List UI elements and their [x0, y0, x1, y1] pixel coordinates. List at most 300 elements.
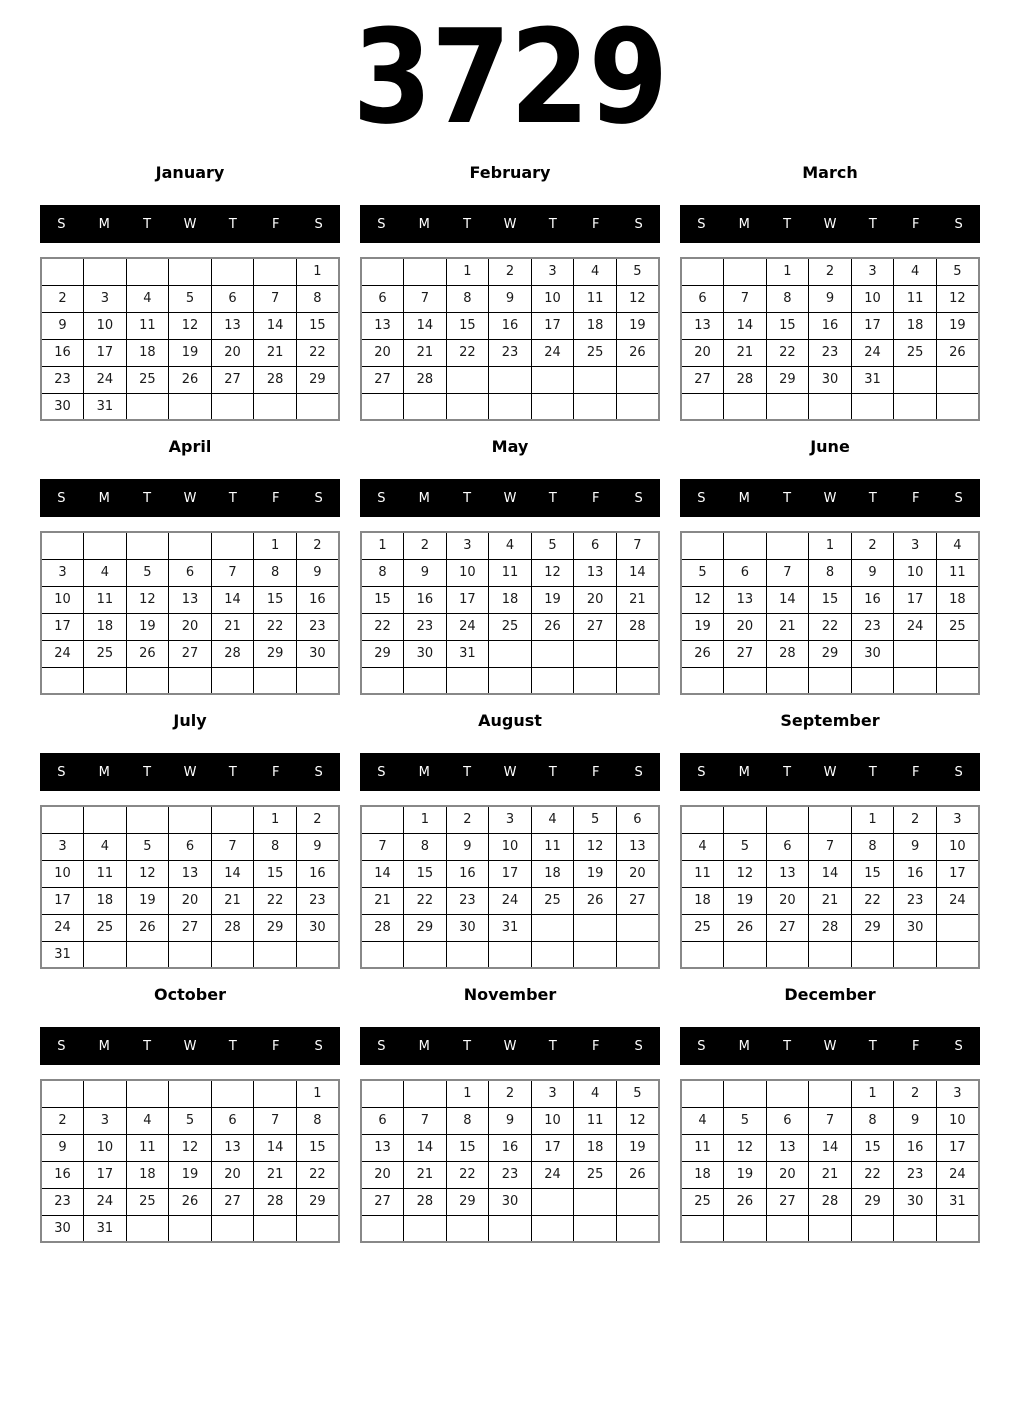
day-cell: 7	[404, 1107, 447, 1134]
day-cell: 18	[126, 339, 169, 366]
day-cell: 30	[809, 366, 852, 393]
week-row	[41, 914, 339, 941]
day-cell: 18	[681, 1161, 724, 1188]
week-row	[41, 1080, 339, 1107]
day-cell: 23	[851, 613, 894, 640]
week-row	[41, 532, 339, 559]
day-cell: 22	[851, 1161, 894, 1188]
empty-day-cell	[254, 258, 297, 285]
weekday-label: S	[314, 764, 323, 780]
day-grid	[360, 531, 660, 695]
day-cell: 2	[809, 258, 852, 285]
day-cell: 20	[361, 1161, 404, 1188]
day-cell: 1	[404, 806, 447, 833]
empty-day-cell	[126, 258, 169, 285]
empty-day-cell	[894, 667, 937, 694]
day-cell: 2	[894, 1080, 937, 1107]
week-row	[361, 914, 659, 941]
empty-day-cell	[361, 667, 404, 694]
day-cell: 25	[681, 1188, 724, 1215]
day-cell: 31	[446, 640, 489, 667]
day-cell: 31	[41, 941, 84, 968]
weekday-header-bar	[40, 753, 340, 791]
day-cell: 17	[936, 860, 979, 887]
day-cell: 11	[531, 833, 574, 860]
week-row	[361, 1161, 659, 1188]
empty-day-cell	[809, 941, 852, 968]
weekday-label: T	[868, 764, 877, 780]
day-cell: 3	[41, 559, 84, 586]
day-cell: 15	[809, 586, 852, 613]
day-cell: 14	[724, 312, 767, 339]
day-cell: 16	[809, 312, 852, 339]
week-row	[361, 806, 659, 833]
day-cell: 6	[574, 532, 617, 559]
weekday-label: M	[418, 1038, 430, 1054]
empty-day-cell	[404, 941, 447, 968]
week-row	[41, 833, 339, 860]
day-cell: 30	[489, 1188, 532, 1215]
empty-day-cell	[84, 806, 127, 833]
day-cell: 7	[254, 285, 297, 312]
empty-day-cell	[84, 258, 127, 285]
empty-day-cell	[574, 1188, 617, 1215]
empty-day-cell	[84, 941, 127, 968]
week-row	[41, 667, 339, 694]
day-cell: 5	[574, 806, 617, 833]
day-cell: 30	[404, 640, 447, 667]
month-block-january	[40, 163, 340, 421]
empty-day-cell	[616, 914, 659, 941]
day-cell: 15	[404, 860, 447, 887]
day-cell: 16	[489, 312, 532, 339]
day-cell: 14	[766, 586, 809, 613]
day-cell: 24	[936, 887, 979, 914]
month-title: July	[173, 711, 207, 730]
month-title: December	[784, 985, 876, 1004]
weekday-label: S	[377, 1038, 386, 1054]
day-cell: 31	[84, 393, 127, 420]
day-cell: 3	[936, 1080, 979, 1107]
weekday-label: F	[911, 1038, 920, 1054]
weekday-label: T	[143, 490, 152, 506]
day-cell: 18	[894, 312, 937, 339]
week-row	[681, 833, 979, 860]
empty-day-cell	[489, 366, 532, 393]
day-cell: 22	[296, 339, 339, 366]
day-cell: 24	[84, 366, 127, 393]
day-cell: 29	[296, 1188, 339, 1215]
day-cell: 23	[41, 1188, 84, 1215]
day-cell: 19	[574, 860, 617, 887]
day-cell: 7	[809, 833, 852, 860]
day-cell: 13	[574, 559, 617, 586]
empty-day-cell	[126, 667, 169, 694]
week-row	[681, 1107, 979, 1134]
day-cell: 14	[211, 586, 254, 613]
empty-day-cell	[126, 806, 169, 833]
day-cell: 23	[489, 339, 532, 366]
day-cell: 12	[724, 860, 767, 887]
day-cell: 17	[851, 312, 894, 339]
empty-day-cell	[361, 393, 404, 420]
empty-day-cell	[84, 667, 127, 694]
day-cell: 7	[254, 1107, 297, 1134]
empty-day-cell	[936, 667, 979, 694]
empty-day-cell	[531, 667, 574, 694]
day-cell: 10	[446, 559, 489, 586]
day-cell: 1	[254, 532, 297, 559]
day-cell: 22	[296, 1161, 339, 1188]
day-cell: 11	[574, 285, 617, 312]
day-cell: 28	[809, 914, 852, 941]
day-cell: 12	[681, 586, 724, 613]
weekday-label: W	[183, 490, 197, 506]
day-cell: 13	[766, 860, 809, 887]
day-cell: 21	[254, 339, 297, 366]
empty-day-cell	[616, 667, 659, 694]
day-cell: 23	[809, 339, 852, 366]
day-cell: 16	[296, 860, 339, 887]
empty-day-cell	[169, 667, 212, 694]
day-cell: 4	[84, 559, 127, 586]
day-cell: 28	[361, 914, 404, 941]
day-cell: 3	[936, 806, 979, 833]
day-cell: 25	[126, 366, 169, 393]
day-cell: 2	[41, 285, 84, 312]
week-row	[361, 833, 659, 860]
week-row	[361, 532, 659, 559]
week-row	[681, 285, 979, 312]
week-row	[681, 1215, 979, 1242]
day-cell: 15	[254, 586, 297, 613]
week-row	[681, 640, 979, 667]
day-grid	[680, 531, 980, 695]
empty-day-cell	[169, 532, 212, 559]
empty-day-cell	[616, 393, 659, 420]
day-cell: 14	[211, 860, 254, 887]
empty-day-cell	[766, 1215, 809, 1242]
day-cell: 9	[41, 1134, 84, 1161]
day-cell: 9	[404, 559, 447, 586]
empty-day-cell	[531, 941, 574, 968]
day-cell: 22	[404, 887, 447, 914]
day-cell: 15	[254, 860, 297, 887]
weekday-label: S	[954, 490, 963, 506]
weekday-label: M	[98, 490, 110, 506]
day-cell: 2	[404, 532, 447, 559]
week-row	[681, 312, 979, 339]
day-cell: 24	[851, 339, 894, 366]
day-cell: 7	[809, 1107, 852, 1134]
day-cell: 29	[254, 640, 297, 667]
day-cell: 27	[361, 366, 404, 393]
day-cell: 8	[254, 833, 297, 860]
day-cell: 22	[446, 1161, 489, 1188]
empty-day-cell	[361, 258, 404, 285]
day-cell: 14	[616, 559, 659, 586]
day-cell: 26	[936, 339, 979, 366]
week-row	[361, 667, 659, 694]
day-cell: 5	[169, 285, 212, 312]
day-cell: 29	[296, 366, 339, 393]
empty-day-cell	[211, 393, 254, 420]
weekday-label: T	[868, 1038, 877, 1054]
day-cell: 3	[531, 1080, 574, 1107]
weekday-label: S	[57, 216, 66, 232]
day-cell: 5	[169, 1107, 212, 1134]
day-cell: 24	[936, 1161, 979, 1188]
day-cell: 30	[851, 640, 894, 667]
day-cell: 13	[211, 312, 254, 339]
weekday-label: S	[377, 490, 386, 506]
day-cell: 21	[211, 613, 254, 640]
week-row	[681, 559, 979, 586]
day-cell: 16	[489, 1134, 532, 1161]
empty-day-cell	[211, 532, 254, 559]
empty-day-cell	[724, 532, 767, 559]
empty-day-cell	[361, 941, 404, 968]
day-cell: 18	[489, 586, 532, 613]
day-cell: 17	[489, 860, 532, 887]
empty-day-cell	[936, 1215, 979, 1242]
day-cell: 30	[296, 914, 339, 941]
weekday-label: M	[418, 490, 430, 506]
day-cell: 28	[809, 1188, 852, 1215]
day-cell: 21	[766, 613, 809, 640]
day-cell: 17	[84, 339, 127, 366]
empty-day-cell	[446, 667, 489, 694]
day-cell: 31	[851, 366, 894, 393]
month-block-august	[360, 711, 660, 969]
empty-day-cell	[169, 806, 212, 833]
day-cell: 21	[404, 339, 447, 366]
empty-day-cell	[766, 393, 809, 420]
weekday-label: M	[738, 216, 750, 232]
day-cell: 11	[126, 1134, 169, 1161]
day-cell: 14	[254, 1134, 297, 1161]
week-row	[41, 366, 339, 393]
day-cell: 20	[211, 1161, 254, 1188]
day-cell: 21	[361, 887, 404, 914]
day-cell: 21	[809, 1161, 852, 1188]
day-cell: 26	[724, 1188, 767, 1215]
day-cell: 23	[894, 1161, 937, 1188]
day-cell: 25	[84, 914, 127, 941]
month-title: May	[491, 437, 529, 456]
empty-day-cell	[681, 806, 724, 833]
day-cell: 8	[809, 559, 852, 586]
empty-day-cell	[724, 667, 767, 694]
day-cell: 29	[851, 1188, 894, 1215]
weekday-label: T	[548, 490, 557, 506]
week-row	[361, 887, 659, 914]
empty-day-cell	[574, 640, 617, 667]
month-block-march	[680, 163, 980, 421]
day-cell: 2	[41, 1107, 84, 1134]
day-cell: 28	[404, 366, 447, 393]
empty-day-cell	[616, 941, 659, 968]
day-cell: 15	[361, 586, 404, 613]
day-cell: 13	[361, 1134, 404, 1161]
day-cell: 21	[809, 887, 852, 914]
weekday-label: S	[634, 1038, 643, 1054]
weekday-header-bar	[680, 205, 980, 243]
weekday-label: F	[271, 490, 280, 506]
day-cell: 12	[169, 312, 212, 339]
day-cell: 25	[574, 339, 617, 366]
day-cell: 5	[724, 833, 767, 860]
empty-day-cell	[681, 393, 724, 420]
weekday-label: W	[503, 1038, 517, 1054]
day-cell: 9	[41, 312, 84, 339]
day-cell: 2	[296, 806, 339, 833]
weekday-label: F	[271, 764, 280, 780]
weekday-label: T	[783, 1038, 792, 1054]
week-row	[41, 941, 339, 968]
day-cell: 18	[574, 1134, 617, 1161]
day-cell: 4	[574, 1080, 617, 1107]
empty-day-cell	[531, 366, 574, 393]
weekday-label: S	[314, 216, 323, 232]
day-cell: 12	[616, 285, 659, 312]
day-cell: 20	[361, 339, 404, 366]
day-cell: 6	[361, 1107, 404, 1134]
weekday-label: W	[823, 490, 837, 506]
day-cell: 6	[361, 285, 404, 312]
day-cell: 31	[936, 1188, 979, 1215]
weekday-label: W	[823, 216, 837, 232]
empty-day-cell	[254, 667, 297, 694]
empty-day-cell	[851, 1215, 894, 1242]
day-cell: 7	[766, 559, 809, 586]
day-cell: 7	[724, 285, 767, 312]
day-cell: 2	[296, 532, 339, 559]
day-cell: 16	[894, 860, 937, 887]
week-row	[361, 1215, 659, 1242]
day-cell: 5	[616, 258, 659, 285]
day-cell: 19	[616, 312, 659, 339]
weekday-label: F	[271, 216, 280, 232]
week-row	[361, 285, 659, 312]
day-cell: 3	[531, 258, 574, 285]
day-cell: 19	[126, 887, 169, 914]
day-cell: 25	[531, 887, 574, 914]
week-row	[681, 1161, 979, 1188]
empty-day-cell	[766, 667, 809, 694]
day-cell: 4	[126, 1107, 169, 1134]
day-cell: 1	[296, 1080, 339, 1107]
day-cell: 19	[724, 887, 767, 914]
week-row	[681, 366, 979, 393]
empty-day-cell	[894, 1215, 937, 1242]
day-cell: 23	[296, 613, 339, 640]
day-cell: 17	[936, 1134, 979, 1161]
empty-day-cell	[361, 1215, 404, 1242]
day-cell: 14	[404, 1134, 447, 1161]
week-row	[361, 1188, 659, 1215]
day-cell: 13	[681, 312, 724, 339]
empty-day-cell	[531, 1215, 574, 1242]
weekday-label: W	[823, 1038, 837, 1054]
day-cell: 10	[936, 833, 979, 860]
empty-day-cell	[489, 667, 532, 694]
empty-day-cell	[574, 366, 617, 393]
day-cell: 20	[681, 339, 724, 366]
week-row	[41, 806, 339, 833]
week-row	[681, 667, 979, 694]
day-cell: 1	[446, 1080, 489, 1107]
weekday-label: M	[738, 490, 750, 506]
empty-day-cell	[489, 941, 532, 968]
day-cell: 6	[169, 833, 212, 860]
day-cell: 15	[446, 312, 489, 339]
day-cell: 20	[766, 1161, 809, 1188]
day-cell: 10	[531, 1107, 574, 1134]
day-cell: 12	[126, 586, 169, 613]
day-cell: 7	[616, 532, 659, 559]
day-cell: 6	[211, 285, 254, 312]
week-row	[681, 1188, 979, 1215]
day-cell: 8	[404, 833, 447, 860]
day-cell: 21	[616, 586, 659, 613]
empty-day-cell	[446, 941, 489, 968]
day-cell: 17	[446, 586, 489, 613]
empty-day-cell	[296, 393, 339, 420]
empty-day-cell	[296, 667, 339, 694]
month-block-november	[360, 985, 660, 1243]
day-cell: 23	[446, 887, 489, 914]
day-cell: 27	[766, 914, 809, 941]
day-cell: 28	[211, 640, 254, 667]
month-title: October	[154, 985, 226, 1004]
weekday-label: S	[634, 764, 643, 780]
day-cell: 20	[724, 613, 767, 640]
day-cell: 29	[254, 914, 297, 941]
empty-day-cell	[724, 1215, 767, 1242]
empty-day-cell	[724, 393, 767, 420]
weekday-label: T	[228, 1038, 237, 1054]
month-title: January	[155, 163, 225, 182]
day-cell: 13	[211, 1134, 254, 1161]
day-cell: 11	[126, 312, 169, 339]
day-grid	[40, 805, 340, 969]
day-cell: 1	[851, 806, 894, 833]
day-grid	[40, 257, 340, 421]
weekday-label: T	[143, 216, 152, 232]
weekday-header-bar	[40, 1027, 340, 1065]
day-cell: 26	[531, 613, 574, 640]
empty-day-cell	[616, 366, 659, 393]
empty-day-cell	[724, 1080, 767, 1107]
day-cell: 9	[809, 285, 852, 312]
month-block-october	[40, 985, 340, 1243]
day-cell: 24	[41, 640, 84, 667]
day-cell: 13	[361, 312, 404, 339]
day-cell: 8	[851, 1107, 894, 1134]
day-cell: 28	[724, 366, 767, 393]
day-cell: 6	[616, 806, 659, 833]
day-cell: 9	[489, 285, 532, 312]
day-cell: 21	[724, 339, 767, 366]
week-row	[361, 640, 659, 667]
weekday-label: T	[143, 1038, 152, 1054]
day-cell: 25	[936, 613, 979, 640]
day-cell: 23	[41, 366, 84, 393]
day-cell: 21	[404, 1161, 447, 1188]
weekday-header-bar	[40, 205, 340, 243]
week-row	[361, 586, 659, 613]
